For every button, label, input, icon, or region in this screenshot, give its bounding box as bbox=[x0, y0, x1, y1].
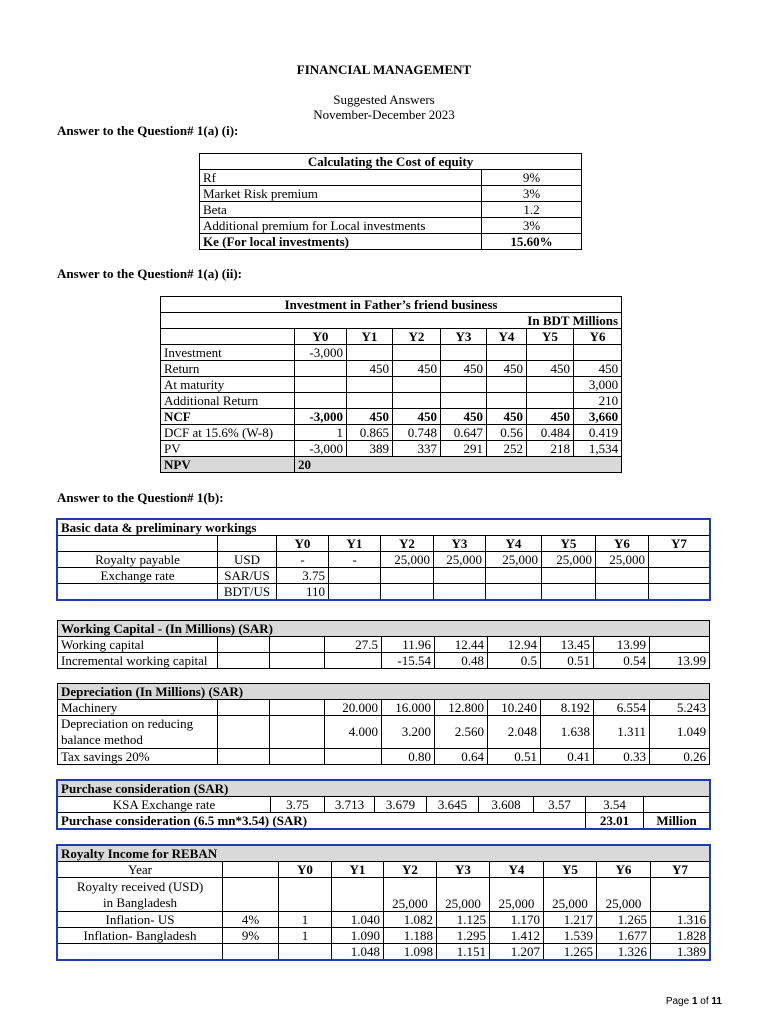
npv-value: 20 bbox=[295, 457, 622, 473]
column-header: Y7 bbox=[649, 536, 710, 552]
table-cell: 3,660 bbox=[574, 409, 622, 425]
table-cell: 6.554 bbox=[594, 700, 650, 716]
cost-of-equity-table bbox=[199, 153, 582, 250]
unit-cell: BDT/US bbox=[218, 584, 277, 600]
row-label: Royalty payable bbox=[58, 552, 218, 568]
table-cell: 2.048 bbox=[488, 716, 541, 749]
table-cell: 1 bbox=[295, 425, 347, 441]
table-cell bbox=[644, 797, 710, 813]
table-cell: 1.151 bbox=[437, 944, 490, 960]
table-cell bbox=[487, 377, 527, 393]
rate-cell: 9% bbox=[223, 928, 279, 944]
table-cell bbox=[325, 653, 382, 669]
table-cell: 25,000 bbox=[486, 552, 542, 568]
table-cell: 1.170 bbox=[490, 912, 544, 928]
table-cell: 25,000 bbox=[490, 878, 544, 912]
q1a-ii-heading: Answer to the Question# 1(a) (ii): bbox=[57, 266, 242, 281]
table-row bbox=[58, 568, 710, 584]
table-cell: 1.040 bbox=[332, 912, 384, 928]
table-cell: 291 bbox=[441, 441, 487, 457]
row-label: Return bbox=[161, 361, 295, 377]
row-label: Inflation- US bbox=[58, 912, 223, 928]
table-cell: 16.000 bbox=[382, 700, 435, 716]
table-cell: 0.48 bbox=[435, 653, 488, 669]
column-header: Y2 bbox=[381, 536, 434, 552]
table-row bbox=[161, 345, 622, 361]
investment-table bbox=[160, 296, 622, 473]
table-cell: 1.125 bbox=[437, 912, 490, 928]
table-cell: 450 bbox=[347, 361, 393, 377]
table-cell: 0.865 bbox=[347, 425, 393, 441]
year-label: Year bbox=[58, 862, 223, 878]
table-row bbox=[58, 584, 710, 600]
table-cell: 1.265 bbox=[597, 912, 651, 928]
table-cell bbox=[381, 584, 434, 600]
q1a-i-heading: Answer to the Question# 1(a) (i): bbox=[57, 123, 239, 138]
table-row bbox=[58, 716, 710, 749]
table-cell bbox=[332, 878, 384, 912]
table-row bbox=[58, 928, 710, 944]
row-label-line: Depreciation on reducing bbox=[61, 716, 194, 731]
royalty-received-label: Royalty received (USD) in Bangladesh bbox=[58, 878, 223, 912]
table-row bbox=[161, 425, 622, 441]
table-cell: 12.44 bbox=[435, 637, 488, 653]
table-cell: 1.207 bbox=[490, 944, 544, 960]
table-cell: 13.99 bbox=[594, 637, 650, 653]
table-cell: 10.240 bbox=[488, 700, 541, 716]
unit-cell: USD bbox=[218, 552, 277, 568]
table-cell: -3,000 bbox=[295, 345, 347, 361]
table-row bbox=[161, 361, 622, 377]
table-cell: 3.713 bbox=[325, 797, 375, 813]
table-row bbox=[161, 457, 622, 473]
row-label: At maturity bbox=[161, 377, 295, 393]
table-cell: - bbox=[277, 552, 329, 568]
column-header: Y6 bbox=[574, 329, 622, 345]
table-cell: 8.192 bbox=[541, 700, 594, 716]
table-cell: 1.677 bbox=[597, 928, 651, 944]
table-cell: 3.645 bbox=[427, 797, 479, 813]
table-cell bbox=[441, 377, 487, 393]
column-header: Y5 bbox=[542, 536, 596, 552]
table-cell bbox=[596, 584, 649, 600]
column-header: Y4 bbox=[486, 536, 542, 552]
table-cell: 450 bbox=[393, 409, 441, 425]
purchase-consideration-table bbox=[57, 780, 710, 829]
table-cell bbox=[441, 345, 487, 361]
table-cell: 13.99 bbox=[650, 653, 710, 669]
table-cell: 1.389 bbox=[651, 944, 710, 960]
table-cell: 450 bbox=[441, 409, 487, 425]
table-row bbox=[58, 700, 710, 716]
table-cell: 0.51 bbox=[488, 749, 541, 765]
table-cell: -3,000 bbox=[295, 441, 347, 457]
q1b-heading: Answer to the Question# 1(b): bbox=[57, 490, 224, 505]
table-cell: 11.96 bbox=[382, 637, 435, 653]
table-cell: 3.57 bbox=[534, 797, 586, 813]
row-label: DCF at 15.6% (W-8) bbox=[161, 425, 295, 441]
table-cell bbox=[295, 377, 347, 393]
table-row: Market Risk premium 3% bbox=[200, 186, 582, 202]
column-header: Y2 bbox=[393, 329, 441, 345]
table-cell: 20.000 bbox=[325, 700, 382, 716]
table-cell bbox=[527, 345, 574, 361]
table-cell: 450 bbox=[393, 361, 441, 377]
table-cell: 0.33 bbox=[594, 749, 650, 765]
table-cell: 1.295 bbox=[437, 928, 490, 944]
table-cell: 25,000 bbox=[384, 878, 437, 912]
table-cell bbox=[527, 393, 574, 409]
row-label bbox=[58, 584, 218, 600]
table-cell: 1 bbox=[279, 912, 332, 928]
table-cell: 1.316 bbox=[651, 912, 710, 928]
table-row bbox=[161, 441, 622, 457]
column-header: Y3 bbox=[441, 329, 487, 345]
table-row bbox=[161, 377, 622, 393]
table-cell: -15.54 bbox=[382, 653, 435, 669]
table-row bbox=[58, 637, 710, 653]
table-cell: 0.5 bbox=[488, 653, 541, 669]
basic-data-title: Basic data & preliminary workings bbox=[58, 520, 710, 536]
table-cell: 0.54 bbox=[594, 653, 650, 669]
table-cell bbox=[651, 878, 710, 912]
table-row: Ke (For local investments) 15.60% bbox=[200, 234, 582, 250]
table-row: Rf 9% bbox=[200, 170, 582, 186]
table-cell: 0.51 bbox=[541, 653, 594, 669]
table-cell: 1.412 bbox=[490, 928, 544, 944]
row-label: Working capital bbox=[58, 637, 218, 653]
working-capital-title: Working Capital - (In Millions) (SAR) bbox=[58, 621, 710, 637]
column-header: Y0 bbox=[295, 329, 347, 345]
table-cell: 450 bbox=[527, 361, 574, 377]
column-header: Y3 bbox=[437, 862, 490, 878]
column-header: Y5 bbox=[527, 329, 574, 345]
table-cell: 25,000 bbox=[544, 878, 597, 912]
table-cell bbox=[650, 637, 710, 653]
table-cell bbox=[218, 716, 270, 749]
table-cell: 27.5 bbox=[325, 637, 382, 653]
ksa-exchange-label: KSA Exchange rate bbox=[58, 797, 271, 813]
table-cell: 450 bbox=[574, 361, 622, 377]
column-header: Y3 bbox=[434, 536, 486, 552]
table-cell: 1,534 bbox=[574, 441, 622, 457]
table-cell: 389 bbox=[347, 441, 393, 457]
table-cell: 1.090 bbox=[332, 928, 384, 944]
table-cell bbox=[270, 716, 325, 749]
document-subtitle: Suggested Answers bbox=[333, 92, 435, 107]
table-cell: 218 bbox=[527, 441, 574, 457]
row-label: Exchange rate bbox=[58, 568, 218, 584]
table-cell bbox=[649, 552, 710, 568]
row-label bbox=[58, 716, 218, 749]
purchase-total-value: 23.01 bbox=[586, 813, 644, 829]
table-cell bbox=[218, 653, 270, 669]
basic-data-table bbox=[57, 519, 710, 600]
table-cell bbox=[295, 393, 347, 409]
royalty-income-table bbox=[57, 845, 710, 960]
table-cell: 110 bbox=[277, 584, 329, 600]
table-cell bbox=[596, 568, 649, 584]
table-row bbox=[161, 409, 622, 425]
table-cell bbox=[486, 584, 542, 600]
table-cell: 0.26 bbox=[650, 749, 710, 765]
document-title: FINANCIAL MANAGEMENT bbox=[296, 62, 472, 77]
table-cell bbox=[279, 878, 332, 912]
table-cell: 3.200 bbox=[382, 716, 435, 749]
table-cell: 450 bbox=[487, 409, 527, 425]
table-row bbox=[58, 552, 710, 568]
table-cell: 0.80 bbox=[382, 749, 435, 765]
table-cell bbox=[270, 637, 325, 653]
table-cell bbox=[574, 345, 622, 361]
table-cell: 0.64 bbox=[435, 749, 488, 765]
table-row bbox=[58, 912, 710, 928]
working-capital-table bbox=[57, 620, 710, 669]
row-label: NPV bbox=[161, 457, 295, 473]
table-cell: 3.75 bbox=[271, 797, 325, 813]
column-header: Y5 bbox=[544, 862, 597, 878]
column-header: Y6 bbox=[597, 862, 651, 878]
row-label: Machinery bbox=[58, 700, 218, 716]
table-cell bbox=[487, 393, 527, 409]
purchase-total-label: Purchase consideration (6.5 mn*3.54) (SAR) bbox=[58, 813, 586, 829]
table-cell: 450 bbox=[527, 409, 574, 425]
depreciation-table bbox=[57, 683, 710, 765]
table-cell: 0.484 bbox=[527, 425, 574, 441]
column-header: Y1 bbox=[347, 329, 393, 345]
table-cell bbox=[434, 584, 486, 600]
table-cell: 0.419 bbox=[574, 425, 622, 441]
table-cell: 450 bbox=[487, 361, 527, 377]
column-header: Y4 bbox=[487, 329, 527, 345]
unit-cell: SAR/US bbox=[218, 568, 277, 584]
row-label: Tax savings 20% bbox=[58, 749, 218, 765]
table-cell bbox=[218, 749, 270, 765]
table-cell: 1.098 bbox=[384, 944, 437, 960]
purchase-total-unit: Million bbox=[644, 813, 710, 829]
table-cell: 0.647 bbox=[441, 425, 487, 441]
table-cell: 1.539 bbox=[544, 928, 597, 944]
table-cell: 1.188 bbox=[384, 928, 437, 944]
column-header: Y2 bbox=[384, 862, 437, 878]
table-cell: 1.265 bbox=[544, 944, 597, 960]
table-cell bbox=[329, 584, 381, 600]
table-cell: 1.049 bbox=[650, 716, 710, 749]
table-cell: 25,000 bbox=[597, 878, 651, 912]
table-cell: 5.243 bbox=[650, 700, 710, 716]
investment-unit: In BDT Millions bbox=[161, 313, 622, 329]
document-period: November-December 2023 bbox=[313, 107, 455, 122]
table-cell: 12.800 bbox=[435, 700, 488, 716]
table-cell: 13.45 bbox=[541, 637, 594, 653]
table-cell: 1.828 bbox=[651, 928, 710, 944]
table-row bbox=[58, 653, 710, 669]
table-cell bbox=[542, 584, 596, 600]
table-row: Additional premium for Local investments 3% bbox=[200, 218, 582, 234]
table-cell: 3.75 bbox=[277, 568, 329, 584]
table-cell: 25,000 bbox=[596, 552, 649, 568]
table-cell bbox=[542, 568, 596, 584]
table-cell: 4.000 bbox=[325, 716, 382, 749]
table-cell: 3.679 bbox=[375, 797, 427, 813]
table-cell bbox=[347, 377, 393, 393]
table-row bbox=[58, 944, 710, 960]
table-cell bbox=[270, 749, 325, 765]
table-cell: 1.311 bbox=[594, 716, 650, 749]
cost-of-equity-title: Calculating the Cost of equity bbox=[200, 154, 582, 170]
column-header: Y0 bbox=[279, 862, 332, 878]
depreciation-title: Depreciation (In Millions) (SAR) bbox=[58, 684, 710, 700]
table-cell bbox=[441, 393, 487, 409]
column-header: Y7 bbox=[651, 862, 710, 878]
page-number: Page 1 of 11 bbox=[665, 996, 722, 1007]
rate-cell: 4% bbox=[223, 912, 279, 928]
table-cell: 1.638 bbox=[541, 716, 594, 749]
table-cell bbox=[486, 568, 542, 584]
table-cell bbox=[295, 361, 347, 377]
table-cell: 1 bbox=[279, 928, 332, 944]
column-header: Y1 bbox=[332, 862, 384, 878]
table-cell bbox=[347, 393, 393, 409]
table-cell bbox=[270, 653, 325, 669]
table-row bbox=[161, 393, 622, 409]
table-cell bbox=[434, 568, 486, 584]
table-cell: 3.608 bbox=[479, 797, 534, 813]
table-cell: 1.082 bbox=[384, 912, 437, 928]
table-cell: 337 bbox=[393, 441, 441, 457]
row-label: Additional Return bbox=[161, 393, 295, 409]
row-label: Investment bbox=[161, 345, 295, 361]
table-cell: - bbox=[329, 552, 381, 568]
table-cell: 210 bbox=[574, 393, 622, 409]
royalty-title: Royalty Income for REBAN bbox=[58, 846, 710, 862]
investment-title: Investment in Father’s friend business bbox=[161, 297, 622, 313]
column-header: Y4 bbox=[490, 862, 544, 878]
row-label: NCF bbox=[161, 409, 295, 425]
column-header: Y6 bbox=[596, 536, 649, 552]
table-cell bbox=[325, 749, 382, 765]
table-cell: -3,000 bbox=[295, 409, 347, 425]
table-cell: 25,000 bbox=[381, 552, 434, 568]
row-label: Inflation- Bangladesh bbox=[58, 928, 223, 944]
table-cell bbox=[347, 345, 393, 361]
table-cell bbox=[487, 345, 527, 361]
table-cell: 450 bbox=[441, 361, 487, 377]
table-cell: 1.217 bbox=[544, 912, 597, 928]
table-row: Beta 1.2 bbox=[200, 202, 582, 218]
column-header: Y0 bbox=[277, 536, 329, 552]
table-cell bbox=[381, 568, 434, 584]
column-header: Y1 bbox=[329, 536, 381, 552]
row-label: Incremental working capital bbox=[58, 653, 218, 669]
table-cell: 1.326 bbox=[597, 944, 651, 960]
table-cell: 0.56 bbox=[487, 425, 527, 441]
table-cell: 0.41 bbox=[541, 749, 594, 765]
table-row bbox=[58, 749, 710, 765]
table-cell bbox=[218, 700, 270, 716]
table-cell: 25,000 bbox=[437, 878, 490, 912]
rate-cell bbox=[223, 944, 279, 960]
row-label-line: balance method bbox=[61, 732, 143, 747]
table-cell: 450 bbox=[347, 409, 393, 425]
table-cell bbox=[329, 568, 381, 584]
table-cell: 25,000 bbox=[434, 552, 486, 568]
table-cell: 0.748 bbox=[393, 425, 441, 441]
row-label: PV bbox=[161, 441, 295, 457]
table-cell bbox=[649, 584, 710, 600]
table-cell bbox=[527, 377, 574, 393]
table-cell bbox=[218, 637, 270, 653]
table-cell bbox=[649, 568, 710, 584]
table-cell: 3,000 bbox=[574, 377, 622, 393]
table-cell bbox=[393, 393, 441, 409]
table-cell: 3.54 bbox=[586, 797, 644, 813]
row-label bbox=[58, 944, 223, 960]
table-cell bbox=[279, 944, 332, 960]
table-cell: 2.560 bbox=[435, 716, 488, 749]
table-cell: 1.048 bbox=[332, 944, 384, 960]
table-cell: 252 bbox=[487, 441, 527, 457]
table-cell bbox=[270, 700, 325, 716]
table-cell bbox=[393, 377, 441, 393]
table-cell bbox=[393, 345, 441, 361]
table-cell: 25,000 bbox=[542, 552, 596, 568]
table-cell: 12.94 bbox=[488, 637, 541, 653]
purchase-title: Purchase consideration (SAR) bbox=[58, 781, 710, 797]
